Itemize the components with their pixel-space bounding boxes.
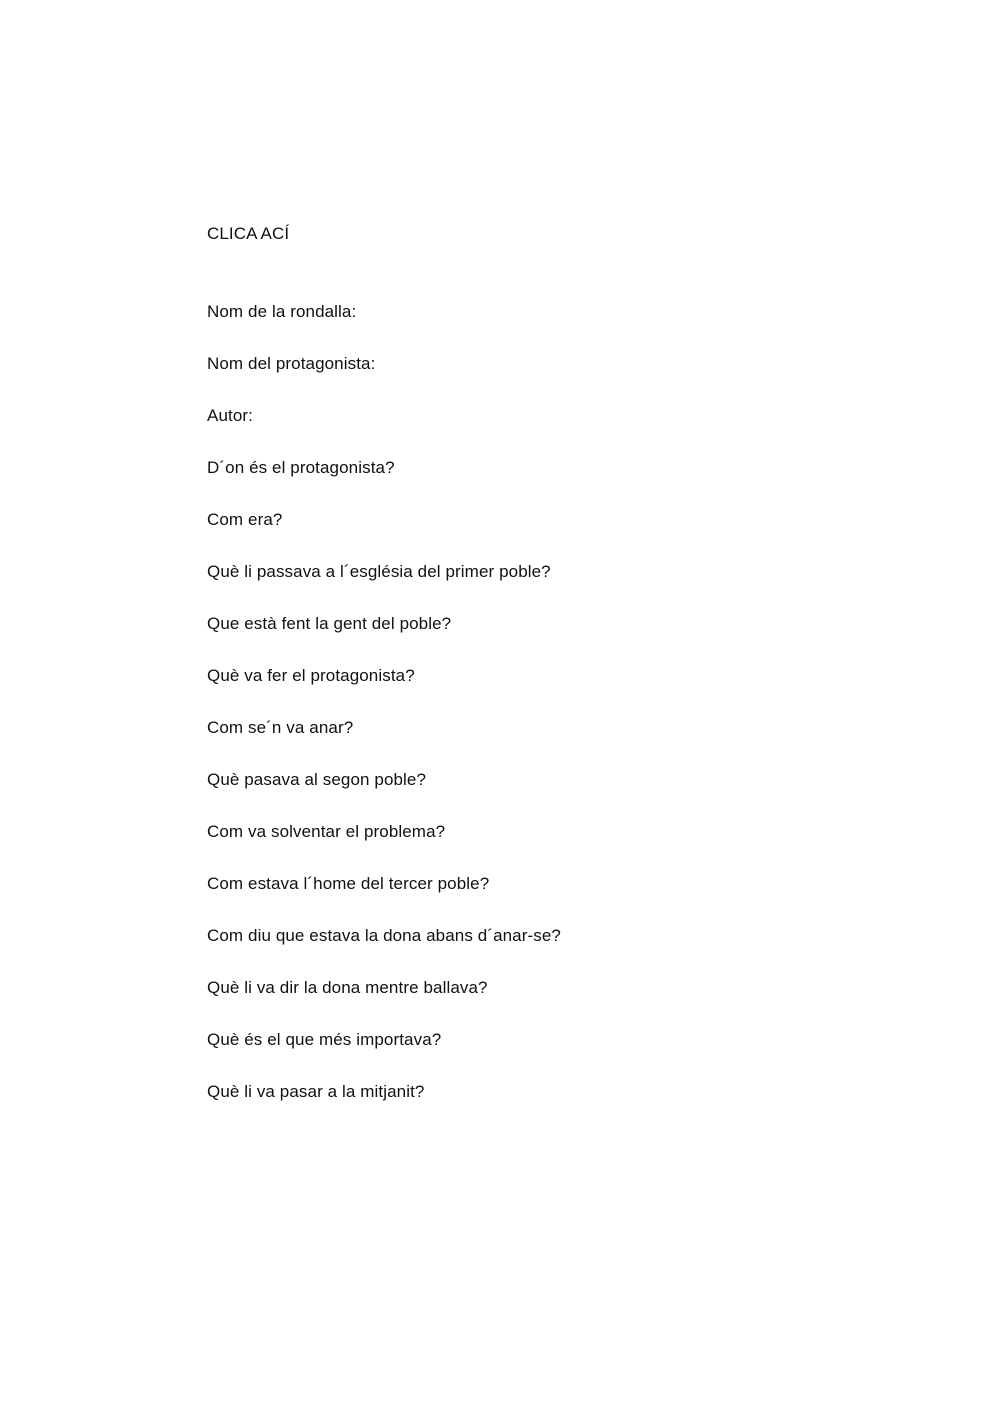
question-gent-poble: Que està fent la gent del poble? xyxy=(207,614,452,633)
question-mes-importava: Què és el que més importava? xyxy=(207,1030,442,1049)
question-solventar-problema: Com va solventar el problema? xyxy=(207,822,446,841)
clica-aci-link[interactable]: CLICA ACÍ xyxy=(207,224,290,243)
question-nom-protagonista: Nom del protagonista: xyxy=(207,354,376,373)
question-com-sen-va-anar: Com se´n va anar? xyxy=(207,718,354,737)
question-que-va-fer: Què va fer el protagonista? xyxy=(207,666,415,685)
question-mitjanit: Què li va pasar a la mitjanit? xyxy=(207,1082,425,1101)
question-autor: Autor: xyxy=(207,406,253,425)
question-esglesia-primer-poble: Què li passava a l´església del primer poble? xyxy=(207,562,551,581)
question-com-era: Com era? xyxy=(207,510,283,529)
question-dona-abans-anar-se: Com diu que estava la dona abans d´anar-se? xyxy=(207,926,561,945)
question-nom-rondalla: Nom de la rondalla: xyxy=(207,302,357,321)
question-home-tercer-poble: Com estava l´home del tercer poble? xyxy=(207,874,490,893)
question-segon-poble: Què pasava al segon poble? xyxy=(207,770,427,789)
question-dona-ballava: Què li va dir la dona mentre ballava? xyxy=(207,978,488,997)
document-content xyxy=(207,223,907,1133)
question-don-es-protagonista: D´on és el protagonista? xyxy=(207,458,395,477)
